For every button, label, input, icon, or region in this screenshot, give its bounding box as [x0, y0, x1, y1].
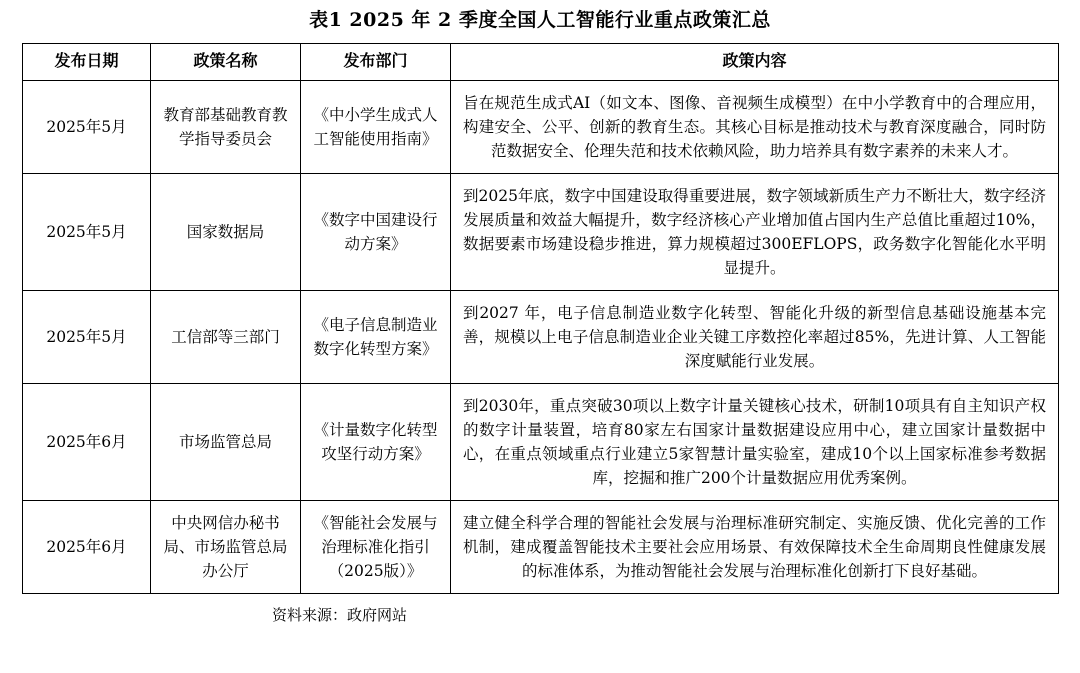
cell-content: 到2030年，重点突破30项以上数字计量关键核心技术，研制10项具有自主知识产权的数字计量装置，培育80家左右国家计量数据建设应用中心，建立国家计量数据中心，在重点领域重点行业建立5家智慧计量实验室，建成10个以上国家标准参考数据库，挖掘和推广200个计量数据应用优秀案例。 — [451, 383, 1059, 500]
cell-policy-name: 教育部基础教育教学指导委员会 — [151, 80, 301, 173]
cell-department: 《数字中国建设行动方案》 — [301, 173, 451, 290]
cell-department: 《中小学生成式人工智能使用指南》 — [301, 80, 451, 173]
source-note: 资料来源：政府网站 — [272, 605, 408, 624]
cell-policy-name: 市场监管总局 — [151, 383, 301, 500]
cell-content: 旨在规范生成式AI（如文本、图像、音视频生成模型）在中小学教育中的合理应用，构建安全、公平、创新的教育生态。其核心目标是推动技术与教育深度融合，同时防范数据安全、伦理失范和技术依赖风险，助力培养具有数字素养的未来人才。 — [451, 80, 1059, 173]
cell-department: 《计量数字化转型攻坚行动方案》 — [301, 383, 451, 500]
column-header-policy-name: 政策名称 — [151, 43, 301, 80]
cell-date: 2025年5月 — [23, 173, 151, 290]
cell-content: 到2027 年，电子信息制造业数字化转型、智能化升级的新型信息基础设施基本完善，规模以上电子信息制造业企业关键工序数控化率超过85%，先进计算、人工智能深度赋能行业发展。 — [451, 290, 1059, 383]
column-header-department: 发布部门 — [301, 43, 451, 80]
cell-department: 《电子信息制造业数字化转型方案》 — [301, 290, 451, 383]
table-row — [23, 383, 1059, 500]
table-row — [23, 500, 1059, 593]
cell-policy-name: 国家数据局 — [151, 173, 301, 290]
cell-policy-name: 工信部等三部门 — [151, 290, 301, 383]
table-header-row — [23, 43, 1059, 80]
cell-date: 2025年6月 — [23, 500, 151, 593]
column-header-content: 政策内容 — [451, 43, 1059, 80]
policy-summary-table — [22, 43, 1059, 594]
table-row — [23, 80, 1059, 173]
cell-content: 建立健全科学合理的智能社会发展与治理标准研究制定、实施反馈、优化完善的工作机制，建成覆盖智能技术主要社会应用场景、有效保障技术全生命周期良性健康发展的标准体系，为推动智能社会发展与治理标准化创新打下良好基础。 — [451, 500, 1059, 593]
table-row — [23, 290, 1059, 383]
cell-content: 到2025年底，数字中国建设取得重要进展，数字领域新质生产力不断壮大，数字经济发展质量和效益大幅提升，数字经济核心产业增加值占国内生产总值比重超过10%，数据要素市场建设稳步推进，算力规模超过300EFLOPS，政务数字化智能化水平明显提升。 — [451, 173, 1059, 290]
page-title: 表1 2025 年 2 季度全国人工智能行业重点政策汇总 — [309, 9, 771, 31]
table-row — [23, 173, 1059, 290]
cell-date: 2025年5月 — [23, 290, 151, 383]
cell-date: 2025年6月 — [23, 383, 151, 500]
column-header-date: 发布日期 — [23, 43, 151, 80]
cell-date: 2025年5月 — [23, 80, 151, 173]
cell-department: 《智能社会发展与治理标准化指引（2025版）》 — [301, 500, 451, 593]
cell-policy-name: 中央网信办秘书局、市场监管总局办公厅 — [151, 500, 301, 593]
